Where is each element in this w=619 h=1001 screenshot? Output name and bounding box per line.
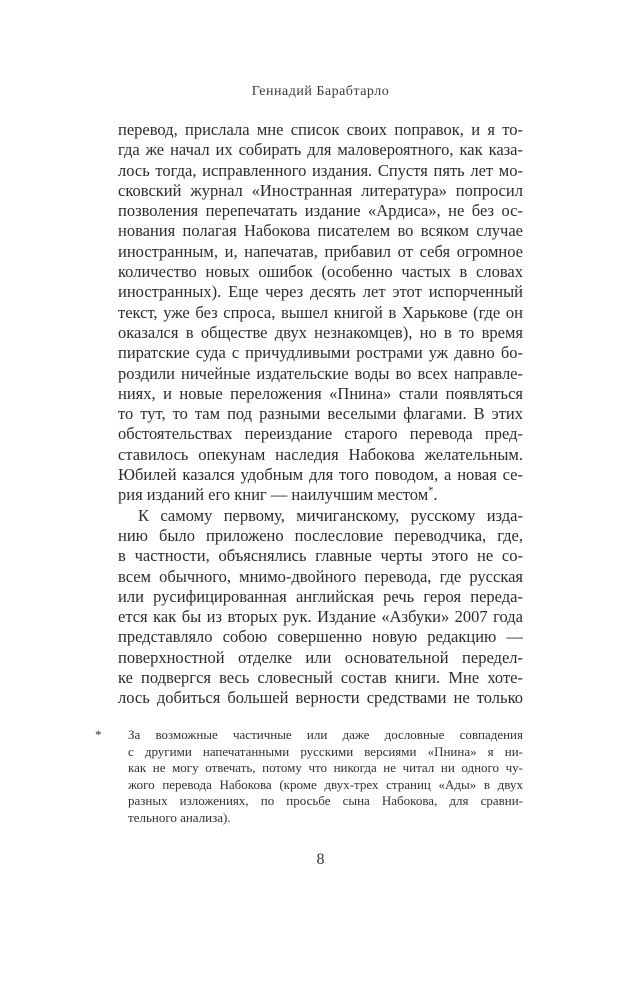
text-line: разных изложениях, по просьбе сына Набокова, для сравни- — [128, 793, 523, 809]
text-line: лось тогда, исправленного издания. Спустя пять лет мо- — [118, 160, 523, 180]
text-line — [118, 485, 523, 505]
text-line: представляло собою совершенно новую редакцию — — [118, 627, 523, 647]
text-line: ниях, и новые переложения «Пнина» стали появляться — [118, 383, 523, 403]
body-text-block — [118, 120, 523, 709]
footnote-reference: * — [428, 485, 434, 497]
text-line: позволения перепечатать издание «Ардиса», не без ос- — [118, 201, 523, 221]
text-line: нию было приложено послесловие переводчика, где, — [118, 525, 523, 545]
running-head-author: Геннадий Барабтарло — [251, 84, 390, 99]
text-line: гда же начал их собирать для маловероятного, как каза- — [118, 140, 523, 160]
paragraph-1 — [118, 120, 523, 506]
text-line: количество новых ошибок (особенно частых в словах — [118, 262, 523, 282]
text-line: сковский журнал «Иностранная литература» попросил — [118, 180, 523, 200]
text-segment: рия изданий его книг — наилучшим местом — [118, 485, 429, 505]
text-line: пиратские суда с причудливыми рострами уж давно бо- — [118, 343, 523, 363]
paragraph-2 — [118, 506, 523, 709]
text-segment: . — [433, 485, 438, 505]
footnote-text — [128, 727, 523, 827]
text-line: К самому первому, мичиганскому, русскому изда- — [138, 505, 523, 525]
text-line: иностранным, и, напечатав, прибавил от себя огромное — [118, 241, 523, 261]
text-line: роздили ничейные издательские воды во всех направле- — [118, 363, 523, 383]
text-line: поверхностной отделке или основательной передел- — [118, 647, 523, 667]
text-line: ке подвергся весь словесный состав книги. Мне хоте- — [118, 668, 523, 688]
text-line: нования полагая Набокова писателем во всяком случае — [118, 221, 523, 241]
text-line: то тут, то там под разными веселыми флагами. В этих — [118, 404, 523, 424]
text-line: в частности, объяснялись главные черты этого не со- — [118, 546, 523, 566]
footnote-block — [95, 727, 523, 827]
footnote-marker: * — [95, 727, 102, 742]
text-line: ется как бы из вторых рук. Издание «Азбуки» 2007 года — [118, 607, 523, 627]
text-line: лось добиться большей верности средствами не только — [118, 688, 523, 708]
text-line: текст, уже без спроса, вышел книгой в Харькове (где он — [118, 302, 523, 322]
page-number: 8 — [316, 851, 325, 868]
text-line: За возможные частичные или даже дословные совпадения — [128, 727, 523, 742]
text-line: тельного анализа). — [128, 809, 231, 825]
text-line: обстоятельствах переиздание старого перевода пред- — [118, 424, 523, 444]
text-line: или русифицированная английская речь героя переда- — [118, 586, 523, 606]
text-line: ставилось опекунам наследия Набокова желательным. — [118, 444, 523, 464]
text-line: с другими напечатанными русскими версиями «Пнина» я ни- — [128, 743, 523, 759]
text-line: оказался в обществе двух незнакомцев), но в то время — [118, 322, 523, 342]
text-line: Юбилей казался удобным для того поводом, а новая се- — [118, 465, 523, 485]
text-line: как не могу отвечать, потому что никогда не читал ни одного чу- — [128, 760, 523, 776]
text-line: всем обычного, мнимо-двойного перевода, где русская — [118, 566, 523, 586]
text-line: жого перевода Набокова (кроме двух-трех страниц «Ады» в двух — [128, 776, 523, 792]
text-line: иностранных). Еще через десять лет этот испорченный — [118, 282, 523, 302]
text-line: перевод, прислала мне список своих поправок, и я то- — [118, 120, 523, 139]
